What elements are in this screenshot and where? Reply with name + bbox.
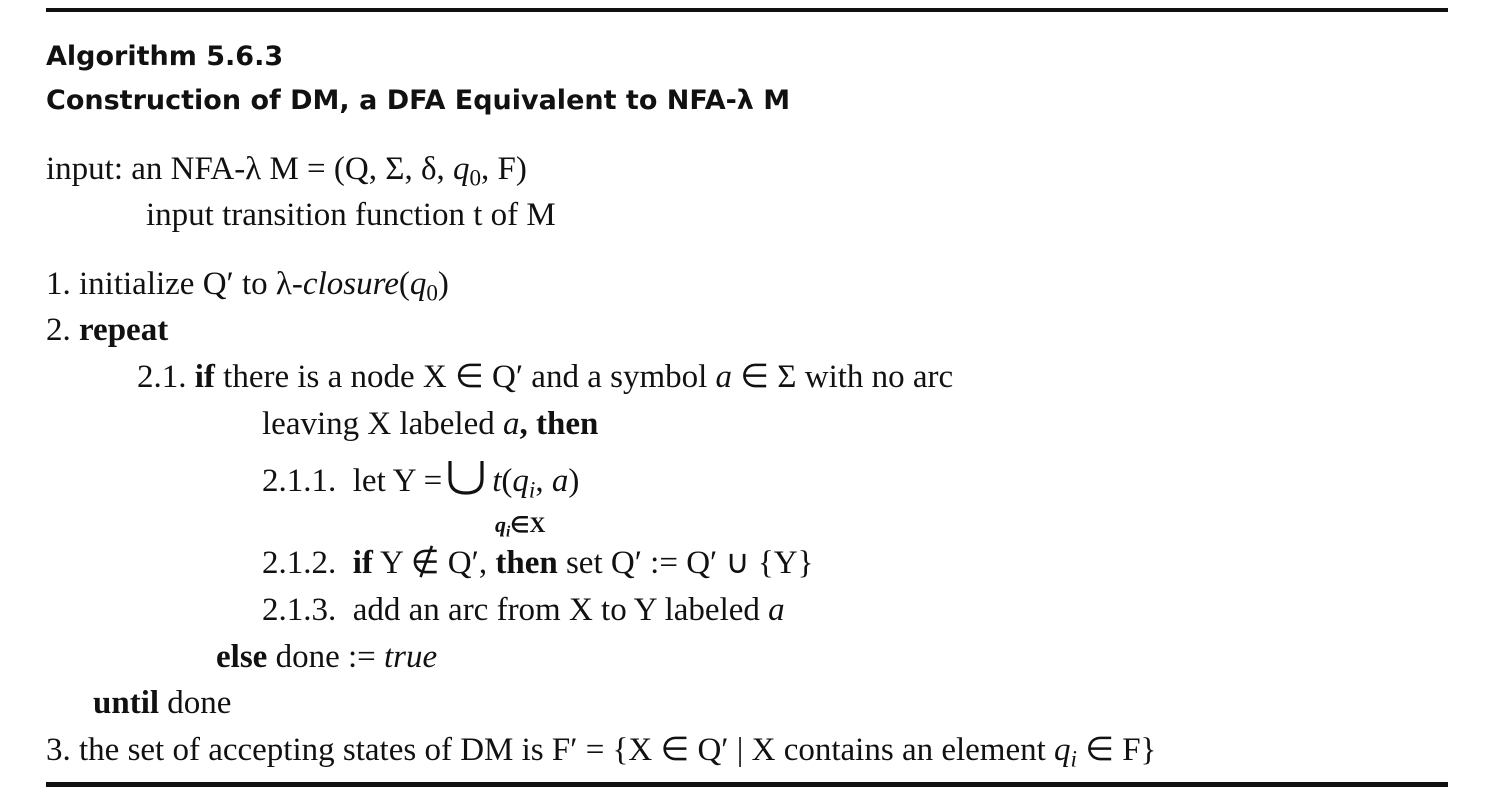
big-union-symbol [444,459,488,497]
step-3: 3. the set of accepting states of DM is F′ = {X ∈ Q′ | X contains an element $q_i$ ∈ F} [46,732,1157,772]
top-rule [46,8,1448,12]
step-number: 2.1.3. [262,592,337,628]
step-2-1-3: 2.1.3. add an arc from X to Y labeled a [262,592,785,628]
input-label: input: [46,151,124,187]
step-number: 2.1. [137,359,187,395]
step-2-1: 2.1. if there is a node X ∈ Q′ and a symbol a ∈ Σ with no arc [137,359,954,395]
step-number: 3. [46,732,71,768]
input-line-1: input: an NFA-λ M = (Q, Σ, δ, $q_0$, F) [46,151,527,191]
step-2-1-1: 2.1.1. let $Y = t(q_i$, a) [262,459,579,498]
union-subscript: $q_i\in X$ [495,512,546,541]
algorithm-label: Algorithm 5.6.3 [46,41,284,72]
algorithm-caption: Construction of DM, a DFA Equivalent to NFA-λ M [46,85,791,116]
input-line-2: input transition function t of M [146,197,556,233]
until-clause: until done [93,685,232,721]
step-2-1-2: 2.1.2. if Y ∉ Q′, then set Q′ := Q′ ∪ {Y} [262,545,814,581]
else-clause: else done := true [216,639,438,675]
repeat-keyword: repeat [79,312,169,348]
step-number: 1. [46,266,71,302]
step-number: 2.1.1. [262,463,337,499]
step-2-1-continuation: leaving X labeled a, then [262,406,599,442]
step-1: 1. initialize Q′ to $\lambda-closure(q_0)$ [46,266,449,306]
step-number: 2. [46,312,71,348]
step-number: 2.1.2. [262,545,337,581]
step-2 [46,314,168,347]
bottom-rule [46,782,1448,787]
